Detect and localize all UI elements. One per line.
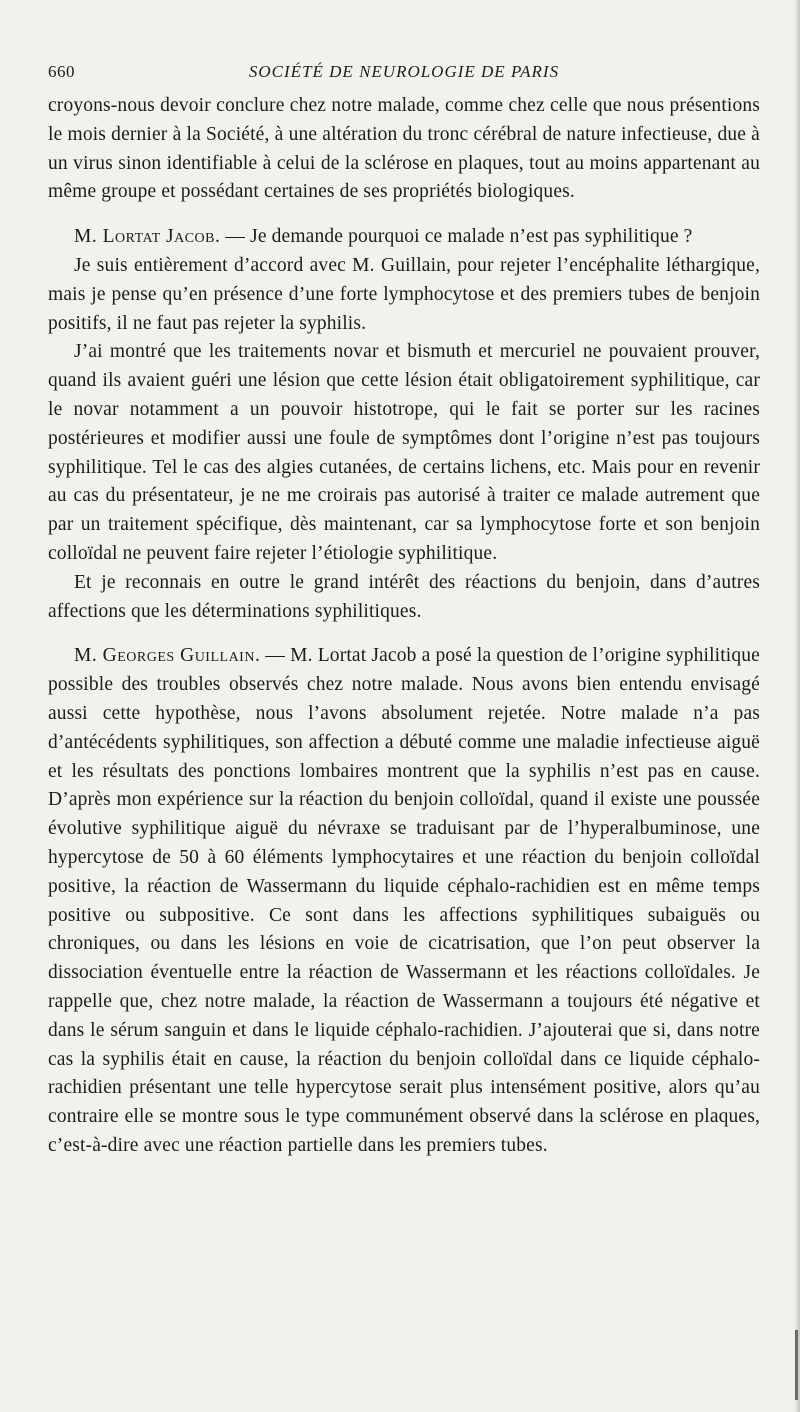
document-page (48, 56, 760, 1161)
paragraph-benjoin-interest: Et je reconnais en outre le grand intérêt des réactions du benjoin, dans d’autres affections que les déterminations syphilitiques. (48, 571, 760, 622)
page-edge-mark (795, 1330, 798, 1400)
guillain-reply-text: — M. Lortat Jacob a posé la question de l’origine syphilitique possible des troubles observés chez notre malade. Nous avons bien entendu envisagé aussi cette hypothèse, nous l’avons absolument rejetée. Notre malade n’a pas d’antécédents syphilitiques, son affection a débuté comme une maladie infectieuse aiguë et les résultats des ponctions lombaires montrent que la syphilis n’est pas en cause. D’après mon expérience sur la réaction du benjoin colloïdal, quand il existe une poussée évolutive syphilitique aiguë du névraxe se traduisant par de l’hyperalbuminose, une hypercytose de 50 à 60 éléments lymphocytaires et une réaction du benjoin colloïdal positive, la réaction de Wassermann du liquide céphalo-rachidien est en même temps positive ou subpositive. Ce sont dans les affections syphilitiques subaiguës ou chroniques, ou dans les lésions en voie de cicatrisation, que l’on peut observer la dissociation éventuelle entre la réaction de Wassermann et les réactions colloïdales. Je rappelle que, chez notre malade, la réaction de Wassermann a toujours été négative et dans le sérum sanguin et dans le liquide céphalo-rachidien. J’ajouterai que si, dans notre cas la syphilis était en cause, la réaction du benjoin colloïdal dans ce liquide céphalo-rachidien présentant une telle hypercytose serait plus intensément positive, alors qu’au contraire elle se montre sous le type communément observé dans la sclérose en plaques, c’est-à-dire avec une réaction partielle dans les premiers tubes. (48, 645, 760, 1156)
journal-title: SOCIÉTÉ DE NEUROLOGIE DE PARIS (248, 62, 560, 81)
paragraph-agreement: Je suis entièrement d’accord avec M. Guillain, pour rejeter l’encéphalite léthargique, mais je pense qu’en présence d’une forte lymphocytose et des premiers tubes de benjoin positifs, il ne faut pas rejeter la syphilis. (48, 254, 760, 334)
paragraph-lortat-jacob-question (48, 223, 760, 252)
running-header (48, 56, 760, 86)
page-edge-shadow (794, 0, 800, 1412)
speaker-lortat-jacob: M. Lortat Jacob. (74, 226, 221, 248)
paragraph-conclusion: croyons-nous devoir conclure chez notre malade, comme chez celle que nous présentions le mois dernier à la Société, à une altération du tronc cérébral de nature infectieuse, due à un virus sinon identifiable à celui de la sclérose en plaques, tout au moins appartenant au même groupe et possédant certaines de ses propriétés biologiques. (48, 95, 760, 203)
lortat-jacob-question-text: — Je demande pourquoi ce malade n’est pas syphilitique ? (220, 226, 693, 248)
body-text (48, 92, 760, 1161)
paragraph-guillain-reply (48, 642, 760, 1160)
speaker-georges-guillain: M. Georges Guillain. (74, 645, 261, 667)
page-number: 660 (48, 62, 75, 81)
paragraph-treatments: J’ai montré que les traitements novar et bismuth et mercuriel ne pouvaient prouver, quand ils avaient guéri une lésion que cette lésion était obligatoirement syphilitique, car le novar notamment a un pouvoir histotrope, qui le fait se porter sur les racines postérieures et modifier aussi une foule de symptômes dont l’origine n’est pas toujours syphilitique. Tel le cas des algies cutanées, de certains lichens, etc. Mais pour en revenir au cas du présentateur, je ne me croirais pas autorisé à traiter ce malade autrement que par un traitement spécifique, dès maintenant, car sa lymphocytose forte et son benjoin colloïdal ne peuvent faire rejeter l’étiologie syphilitique. (48, 341, 760, 564)
